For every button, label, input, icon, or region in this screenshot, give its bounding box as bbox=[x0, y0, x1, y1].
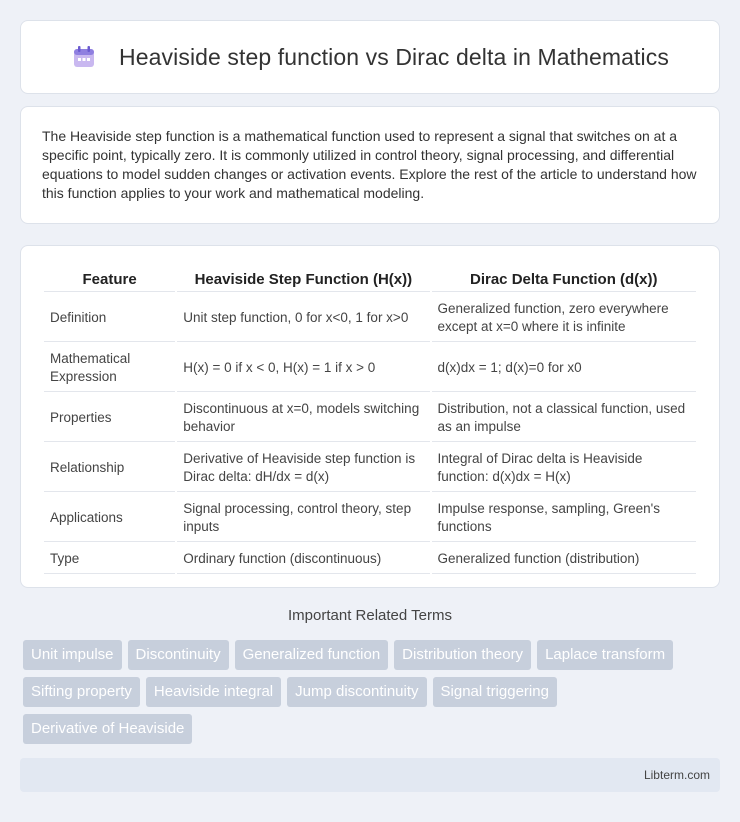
row-dirac: Generalized function, zero everywhere except at x=0 where it is infinite bbox=[432, 294, 696, 342]
tag-distribution-theory[interactable]: Distribution theory bbox=[394, 640, 531, 670]
footer-site-link[interactable]: Libterm.com bbox=[643, 768, 710, 782]
row-feature: Mathematical Expression bbox=[44, 344, 175, 392]
row-heaviside: Ordinary function (discontinuous) bbox=[177, 544, 429, 574]
row-dirac: Distribution, not a classical function, used as an impulse bbox=[432, 394, 696, 442]
tag-laplace-transform[interactable]: Laplace transform bbox=[537, 640, 673, 670]
row-heaviside: Signal processing, control theory, step inputs bbox=[177, 494, 429, 542]
row-heaviside: H(x) = 0 if x < 0, H(x) = 1 if x > 0 bbox=[177, 344, 429, 392]
table-row bbox=[44, 494, 696, 542]
tag-signal-triggering[interactable]: Signal triggering bbox=[433, 677, 557, 707]
table-row bbox=[44, 344, 696, 392]
row-heaviside: Derivative of Heaviside step function is Dirac delta: dH/dx = d(x) bbox=[177, 444, 429, 492]
row-feature: Relationship bbox=[44, 444, 175, 492]
related-terms-title: Important Related Terms bbox=[288, 607, 452, 624]
intro-text: The Heaviside step function is a mathematical function used to represent a signal that switches on at a specific point, typically zero. It is commonly utilized in control theory, signal processing, and differential equations to model sudden changes or activation events. Explore the rest of the article to understand how this function applies to your work and mathematical modeling. bbox=[42, 128, 697, 201]
tag-generalized-function[interactable]: Generalized function bbox=[235, 640, 389, 670]
header-dirac: Dirac Delta Function (d(x)) bbox=[432, 268, 696, 292]
intro-card bbox=[20, 106, 720, 224]
table-row bbox=[44, 294, 696, 342]
header-heaviside: Heaviside Step Function (H(x)) bbox=[177, 268, 429, 292]
tag-derivative-of-heaviside[interactable]: Derivative of Heaviside bbox=[23, 714, 192, 744]
row-dirac: d(x)dx = 1; d(x)=0 for x0 bbox=[432, 344, 696, 392]
related-terms-tags bbox=[23, 640, 723, 744]
row-heaviside: Discontinuous at x=0, models switching behavior bbox=[177, 394, 429, 442]
header-feature: Feature bbox=[44, 268, 175, 292]
title-card bbox=[20, 20, 720, 94]
table-row bbox=[44, 544, 696, 574]
footer bbox=[20, 758, 720, 792]
comparison-table bbox=[42, 266, 698, 576]
tag-discontinuity[interactable]: Discontinuity bbox=[128, 640, 229, 670]
row-feature: Type bbox=[44, 544, 175, 574]
row-dirac: Impulse response, sampling, Green's functions bbox=[432, 494, 696, 542]
row-dirac: Integral of Dirac delta is Heaviside function: d(x)dx = H(x) bbox=[432, 444, 696, 492]
row-heaviside: Unit step function, 0 for x<0, 1 for x>0 bbox=[177, 294, 429, 342]
row-feature: Applications bbox=[44, 494, 175, 542]
calendar-icon bbox=[71, 44, 97, 70]
tag-sifting-property[interactable]: Sifting property bbox=[23, 677, 140, 707]
page-title: Heaviside step function vs Dirac delta in Mathematics bbox=[119, 43, 669, 70]
table-row bbox=[44, 394, 696, 442]
comparison-table-card bbox=[20, 245, 720, 588]
table-header-row bbox=[44, 268, 696, 292]
row-feature: Definition bbox=[44, 294, 175, 342]
tag-jump-discontinuity[interactable]: Jump discontinuity bbox=[287, 677, 426, 707]
row-dirac: Generalized function (distribution) bbox=[432, 544, 696, 574]
row-feature: Properties bbox=[44, 394, 175, 442]
tag-unit-impulse[interactable]: Unit impulse bbox=[23, 640, 122, 670]
table-row bbox=[44, 444, 696, 492]
tag-heaviside-integral[interactable]: Heaviside integral bbox=[146, 677, 281, 707]
